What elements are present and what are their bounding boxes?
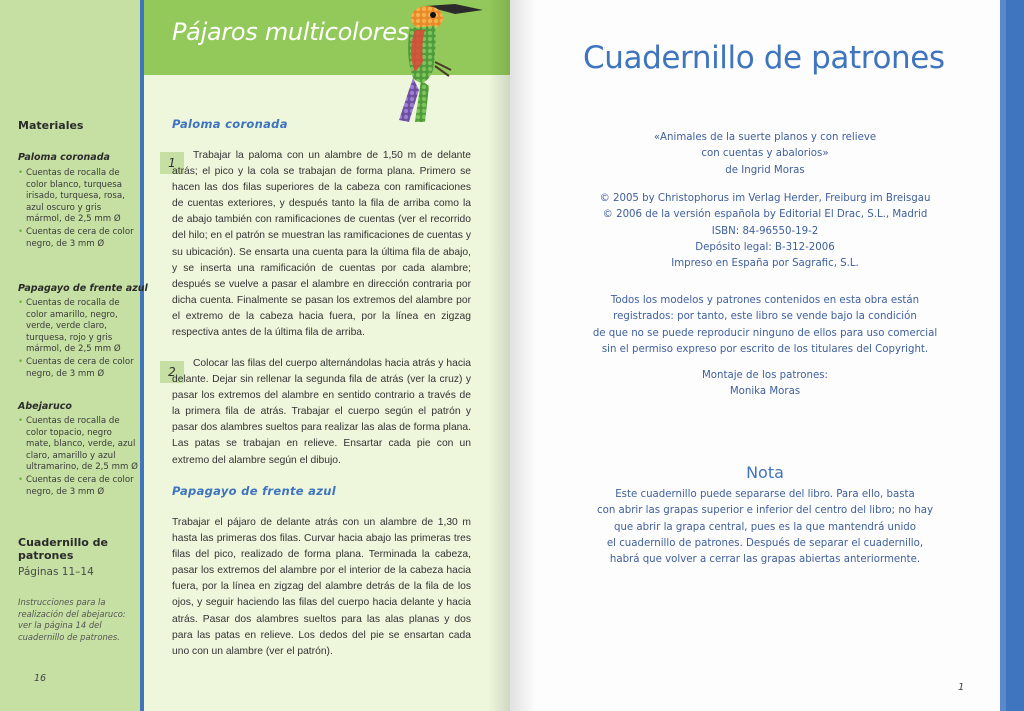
bullet-dot-icon: • [18,474,24,485]
credits-line: de Ingrid Moras [725,164,805,176]
materials-item: • Cuentas de rocalla de color blanco, turquesa irisado, turquesa, rosa, azul oscuro y gris mármol, de 2,5 mm Ø [18,168,125,225]
materials-item: • Cuentas de cera de color negro, de 3 mm Ø [18,356,134,379]
cover-edge-highlight [1000,0,1006,711]
copyright-line: ISBN: 84-96550-19-2 [711,225,819,237]
page-number-left: 16 [34,673,47,684]
gutter-shadow-left [488,0,510,711]
copyright-block [580,191,950,272]
step-1-text: Trabajar la paloma con un alambre de 1,50 m de delante atrás; el pico y la cola se trabajan de forma plana. Primero se hacen las dos filas superiores de la cabeza con ramificaciones de cuentas exteriores, y después tanto la fila de arriba como la de abajo también con ramificaciones de cuentas (ver el recorrido del hilo; en el patrón se muestran las ramificaciones de cuentas y su ubicación). Se ensarta una cuenta para la última fila de abajo, y se inserta una ramificación de cuentas por cada alambre; después se vuelve a pasar el alambre en dirección contraria por dicha cuenta. Finalmente se pasan los extremos del alambre por el extremo de la cabeza hacia fuera, por la línea en zigzag respectiva antes de la última fila de arriba. [172,150,471,339]
nota-line: habrá que volver a cerrar las grapas abiertas anteriormente. [609,554,921,566]
bullet-dot-icon: • [18,416,24,426]
book-credits [580,130,950,179]
patterns-pages: Páginas 11–14 [18,566,94,578]
copyright-line: Impreso en España por Sagrafic, S.L. [671,258,859,270]
materials-item: • Cuentas de rocalla de color amarillo, negro, verde, verde claro, turquesa, rojo y gris mármol, de 2,5 mm Ø [18,298,121,355]
nota-text [580,487,950,568]
materials-heading: Materiales [18,119,84,132]
materials-list [18,168,138,251]
materials-item: • Cuentas de cera de color negro, de 3 mm Ø [18,226,134,249]
bullet-dot-icon: • [18,168,24,178]
materials-list [18,416,138,499]
rights-notice [580,293,950,358]
rights-line: de que no se puede reproducir ninguno de ellos para uso comercial [592,327,938,339]
nota-line: que abrir la grapa central, pues es la que mantendrá unido [613,521,916,533]
step-number-1: 1 [160,152,184,174]
nota-line: con abrir las grapas superior e inferior del centro del libro; no hay [597,505,933,517]
copyright-line: © 2006 de la versión española by Editorial El Drac, S.L., Madrid [602,209,928,221]
nota-line: el cuadernillo de patrones. Después de separar el cuadernillo, [606,537,924,549]
assembly-line: Monika Moras [729,386,801,398]
nota-line: Este cuadernillo puede separarse del libro. Para ello, basta [615,489,915,500]
page-number-right: 1 [958,682,965,693]
copyright-line: © 2005 by Christophorus im Verlag Herder, Freiburg im Breisgau [599,193,931,204]
booklet-title: Cuadernillo de patrones [583,40,945,76]
section-title-papagayo: Papagayo de frente azul [172,484,336,498]
gutter-shadow-right [510,0,536,711]
bullet-dot-icon: • [18,226,24,237]
bullet-dot-icon: • [18,298,24,308]
nota-heading: Nota [746,463,784,482]
sidebar-note: Instrucciones para la realización del abejaruco: ver la página 14 del cuadernillo de patrones. [18,597,126,642]
papagayo-text: Trabajar el pájaro de delante atrás con un alambre de 1,30 m hasta las primeras dos filas. Curvar hacia abajo las primeras tres filas del pico, realizado de forma plana. Terminada la cabeza, pasar los extremos del alambre por el interior de la cabeza hacia fuera, por la línea en zigzag del alambre detrás de la fila de los ojos, y seguir haciendo las filas del cuerpo hacia delante y hacia atrás. Pasar dos alambres sueltos para las alas planas y dos para las patas en relieve. Los dedos del pie se ensartan cada uno con un alambre (ver el patrón). [172,517,471,657]
assembly-credit [580,368,950,401]
rights-line: Todos los modelos y patrones contenidos en esta obra están [610,295,920,306]
materials-group-title: Abejaruco [18,401,72,412]
assembly-line: Montaje de los patrones: [701,370,828,381]
credits-line: con cuentas y abalorios» [701,148,829,160]
patterns-heading: Cuadernillo de patrones [18,536,108,562]
materials-group-title: Paloma coronada [18,152,110,163]
section-title-paloma: Paloma coronada [172,117,288,131]
beaded-bird-illustration [385,0,495,130]
credits-line: «Animales de la suerte planos y con relieve [653,132,877,143]
materials-list [18,298,138,381]
page-title: Pájaros multicolores [172,18,409,46]
copyright-line: Depósito legal: B-312-2006 [695,241,835,253]
materials-item: • Cuentas de rocalla de color topacio, negro mate, blanco, verde, azul claro, amarillo y azul ultramarino, de 2,5 mm Ø [18,416,138,473]
bullet-dot-icon: • [18,356,24,367]
rights-line: registrados: por tanto, este libro se vende bajo la condición [613,311,917,323]
materials-group-title: Papagayo de frente azul [18,283,148,294]
step-2-text: Colocar las filas del cuerpo alternándolas hacia atrás y hacia delante. Dejar sin rellenar la segunda fila de atrás (ver la cruz) y pasar los extremos del alambre en sentido contrario a través de la primera fila de atrás. Trabajar el cuerpo según el patrón y pasar dos alambres sueltos para realizar las alas de forma plana. Las patas se trabajan en relieve. Ensartar cada pie con un extremo del alambre según el dibujo. [172,358,471,466]
step-number-2: 2 [160,361,184,383]
materials-item: • Cuentas de cera de color negro, de 3 mm Ø [18,474,134,497]
rights-line: sin el permiso expreso por escrito de los titulares del Copyright. [601,343,929,355]
